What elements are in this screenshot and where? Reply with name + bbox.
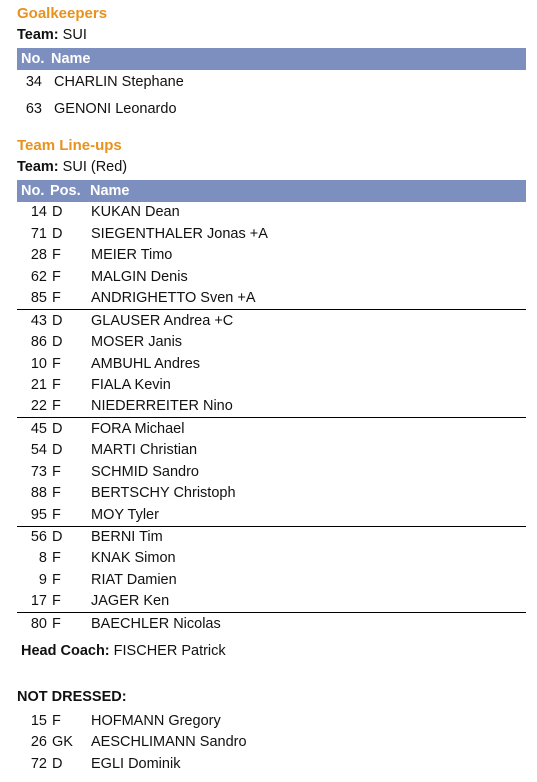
player-name: AMBUHL Andres [91,356,201,372]
player-name: SCHMID Sandro [91,464,199,480]
head-coach-value: FISCHER Patrick [113,643,226,659]
player-name: BAECHLER Nicolas [91,616,221,632]
player-position: D [52,421,63,437]
player-number: 9 [38,572,47,588]
player-name: AESCHLIMANN Sandro [91,734,247,750]
lineup-row [17,548,526,570]
player-number: 15 [30,713,47,729]
team-label: Team: [17,159,59,175]
lineup-row [17,288,526,310]
lineups-header [17,180,526,202]
col-pos: Pos. [50,183,81,199]
player-number: 88 [30,485,47,501]
lineup-row [17,224,526,246]
player-position: F [52,616,61,632]
player-number: 43 [30,313,47,329]
player-number: 80 [30,616,47,632]
player-position: F [52,485,61,501]
player-position: D [52,334,63,350]
player-position: F [52,507,61,523]
team-value: SUI [62,27,87,43]
lineup-row [17,614,526,636]
goalkeeper-row [17,72,526,94]
lineup-row [17,462,526,484]
player-name: BERTSCHY Christoph [91,485,236,501]
player-position: F [52,356,61,372]
player-number: 22 [30,398,47,414]
lineup-row [17,311,526,333]
player-name: SIEGENTHALER Jonas +A [91,226,268,242]
player-number: 14 [30,204,47,220]
player-position: F [52,398,61,414]
player-name: JAGER Ken [91,593,170,609]
lineup-row [17,505,526,527]
player-number: 34 [25,74,42,90]
team-label: Team: [17,27,59,43]
not-dressed-title: NOT DRESSED: [17,689,127,705]
goalkeepers-title: Goalkeepers [17,5,108,22]
player-position: F [52,464,61,480]
player-number: 62 [30,269,47,285]
player-position: F [52,550,61,566]
player-name: GENONI Leonardo [54,101,177,117]
player-position: D [52,529,63,545]
player-name: RIAT Damien [91,572,177,588]
player-number: 86 [30,334,47,350]
player-number: 8 [38,550,47,566]
player-position: F [52,713,61,729]
player-number: 71 [30,226,47,242]
player-name: EGLI Dominik [91,756,181,772]
goalkeepers-header [17,48,526,70]
player-name: MALGIN Denis [91,269,188,285]
player-position: D [52,226,63,242]
player-name: BERNI Tim [91,529,163,545]
player-name: GLAUSER Andrea +C [91,313,234,329]
lineup-row [17,591,526,613]
player-number: 95 [30,507,47,523]
player-number: 26 [30,734,47,750]
player-number: 17 [30,593,47,609]
lineup-row [17,267,526,289]
not-dressed-row [17,711,526,733]
player-position: D [52,204,63,220]
lineup-row [17,202,526,224]
player-number: 45 [30,421,47,437]
lineup-row [17,245,526,267]
lineup-row [17,354,526,376]
player-number: 56 [30,529,47,545]
player-number: 85 [30,290,47,306]
player-position: F [52,593,61,609]
goalkeepers-team [17,27,87,43]
lineup-row [17,375,526,397]
player-position: F [52,377,61,393]
lineup-row [17,440,526,462]
player-name: MARTI Christian [91,442,198,458]
player-name: MEIER Timo [91,247,173,263]
line-separator [17,309,526,310]
col-name: Name [51,51,91,67]
goalkeeper-row [17,99,526,121]
player-name: CHARLIN Stephane [54,74,184,90]
not-dressed-row [17,754,526,776]
player-name: NIEDERREITER Nino [91,398,233,414]
lineup-row [17,396,526,418]
lineup-row [17,570,526,592]
player-number: 54 [30,442,47,458]
lineup-row [17,527,526,549]
player-name: KUKAN Dean [91,204,180,220]
player-position: F [52,290,61,306]
col-name: Name [90,183,130,199]
player-name: HOFMANN Gregory [91,713,221,729]
player-number: 73 [30,464,47,480]
player-number: 63 [25,101,42,117]
head-coach [21,643,226,659]
player-name: FORA Michael [91,421,185,437]
lineup-row [17,419,526,441]
player-position: GK [52,734,73,750]
player-number: 72 [30,756,47,772]
player-number: 28 [30,247,47,263]
player-position: F [52,247,61,263]
player-name: MOSER Janis [91,334,183,350]
player-position: F [52,269,61,285]
lineups-title: Team Line-ups [17,137,122,154]
player-number: 21 [30,377,47,393]
line-separator [17,417,526,418]
player-position: F [52,572,61,588]
not-dressed-row [17,732,526,754]
player-position: D [52,442,63,458]
player-name: MOY Tyler [91,507,159,523]
player-name: FIALA Kevin [91,377,171,393]
player-number: 10 [30,356,47,372]
player-name: KNAK Simon [91,550,176,566]
lineup-row [17,483,526,505]
head-coach-label: Head Coach: [21,643,110,659]
col-no: No. [21,183,45,199]
col-no: No. [21,51,45,67]
lineup-row [17,332,526,354]
line-separator [17,612,526,613]
team-value: SUI (Red) [62,159,128,175]
player-position: D [52,756,63,772]
player-position: D [52,313,63,329]
lineups-team [17,159,127,175]
player-name: ANDRIGHETTO Sven +A [91,290,256,306]
